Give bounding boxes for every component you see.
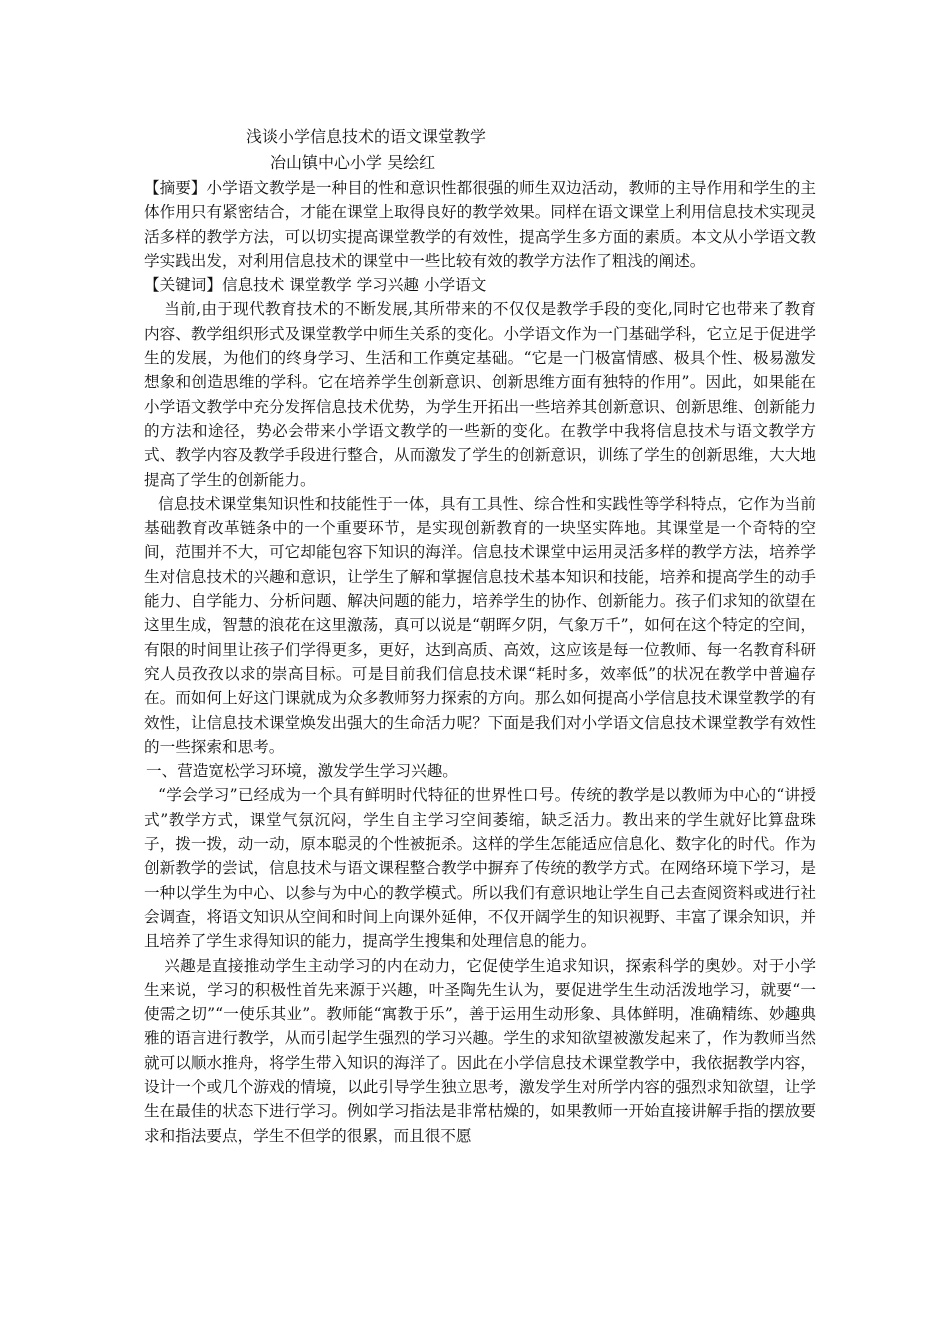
body-paragraph: 信息技术课堂集知识性和技能性于一体，具有工具性、综合性和实践性等学科特点，它作为当前基础教育改革链条中的一个重要环节，是实现创新教育的一块坚实阵地。其课堂是一个奇特的空间，范围并不大，可它却能包容下知识的海洋。信息技术课堂中运用灵活多样的教学方法，培养学生对信息技术的兴趣和意识，让学生了解和掌握信息技术基本知识和技能，培养和提高学生的动手能力、自学能力、分析问题、解决问题的能力，培养学生的协作、创新能力。孩子们求知的欲望在这里生成，智慧的浪花在这里激荡，真可以说是“朝晖夕阴，气象万千”，如何在这个特定的空间，有限的时间里让孩子们学得更多，更好，达到高质、高效，这应该是每一位教师、每一名教育科研究人员孜孜以求的崇高目标。可是目前我们信息技术课“耗时多，效率低”的状况在教学中普遍存在。而如何上好这门课就成为众多教师努力探索的方向。那么如何提高小学信息技术课堂教学的有效性，让信息技术课堂焕发出强大的生命活力呢？下面是我们对小学语文信息技术课堂教学有效性的一些探索和思考。 [144, 494, 816, 756]
document-body [144, 176, 816, 1148]
document-title: 浅谈小学信息技术的语文课堂教学 [246, 127, 487, 146]
document-author: 冶山镇中心小学 吴绘红 [270, 153, 436, 172]
body-paragraph: 当前,由于现代教育技术的不断发展,其所带来的不仅仅是教学手段的变化,同时它也带来了教育内容、教学组织形式及课堂教学中师生关系的变化。小学语文作为一门基础学科，它立足于促进学生的发展，为他们的终身学习、生活和工作奠定基础。“它是一门极富情感、极具个性、极易激发想象和创造思维的学科。它在培养学生创新意识、创新思维方面有独特的作用”。因此，如果能在小学语文教学中充分发挥信息技术优势，为学生开拓出一些培养其创新意识、创新思维、创新能力的方法和途径，势必会带来小学语文教学的一些新的变化。在教学中我将信息技术与语文教学方式、教学内容及教学手段进行整合，从而激发了学生的创新意识，训练了学生的创新思维，大大地提高了学生的创新能力。 [144, 300, 816, 489]
body-paragraph: 兴趣是直接推动学生主动学习的内在动力，它促使学生追求知识，探索科学的奥妙。对于小学生来说，学习的积极性首先来源于兴趣，叶圣陶先生认为，要促进学生生动活泼地学习，就要“一使需之切”“一使乐其业”。教师能“寓教于乐”，善于运用生动形象、具体鲜明，准确精练、妙趣典雅的语言进行教学，从而引起学生强烈的学习兴趣。学生的求知欲望被激发起来了，作为教师当然就可以顺水推舟，将学生带入知识的海洋了。因此在小学信息技术课堂教学中，我依据教学内容，设计一个或几个游戏的情境，以此引导学生独立思考，激发学生对所学内容的强烈求知欲望，让学生在最佳的状态下进行学习。例如学习指法是非常枯燥的，如果教师一开始直接讲解手指的摆放要求和指法要点，学生不但学的很累，而且很不愿 [144, 956, 816, 1145]
body-paragraph: “学会学习”已经成为一个具有鲜明时代特征的世界性口号。传统的教学是以教师为中心的“讲授式”教学方式，课堂气氛沉闷，学生自主学习空间萎缩，缺乏活力。教出来的学生就好比算盘珠子，拨一拨，动一动，原本聪灵的个性被扼杀。这样的学生怎能适应信息化、数字化的时代。作为创新教学的尝试，信息技术与语文课程整合教学中摒弃了传统的教学方式。在网络环境下学习，是一种以学生为中心、以参与为中心的教学模式。所以我们有意识地让学生自己去查阅资料或进行社会调查，将语文知识从空间和时间上向课外延伸，不仅开阔学生的知识视野、丰富了课余知识，并且培养了学生求得知识的能力，提高学生搜集和处理信息的能力。 [144, 786, 816, 951]
section-heading: 一、营造宽松学习环境，激发学生学习兴趣。 [146, 762, 458, 781]
keywords-line: 【关键词】信息技术 课堂教学 学习兴趣 小学语文 [144, 276, 487, 295]
abstract-paragraph: 【摘要】小学语文教学是一种目的性和意识性都很强的师生双边活动，教师的主导作用和学生的主体作用只有紧密结合，才能在课堂上取得良好的教学效果。同样在语文课堂上利用信息技术实现灵活多样的教学方法，可以切实提高课堂教学的有效性，提高学生多方面的素质。本文从小学语文教学实践出发，对利用信息技术的课堂中一些比较有效的教学方法作了粗浅的阐述。 [144, 179, 816, 270]
